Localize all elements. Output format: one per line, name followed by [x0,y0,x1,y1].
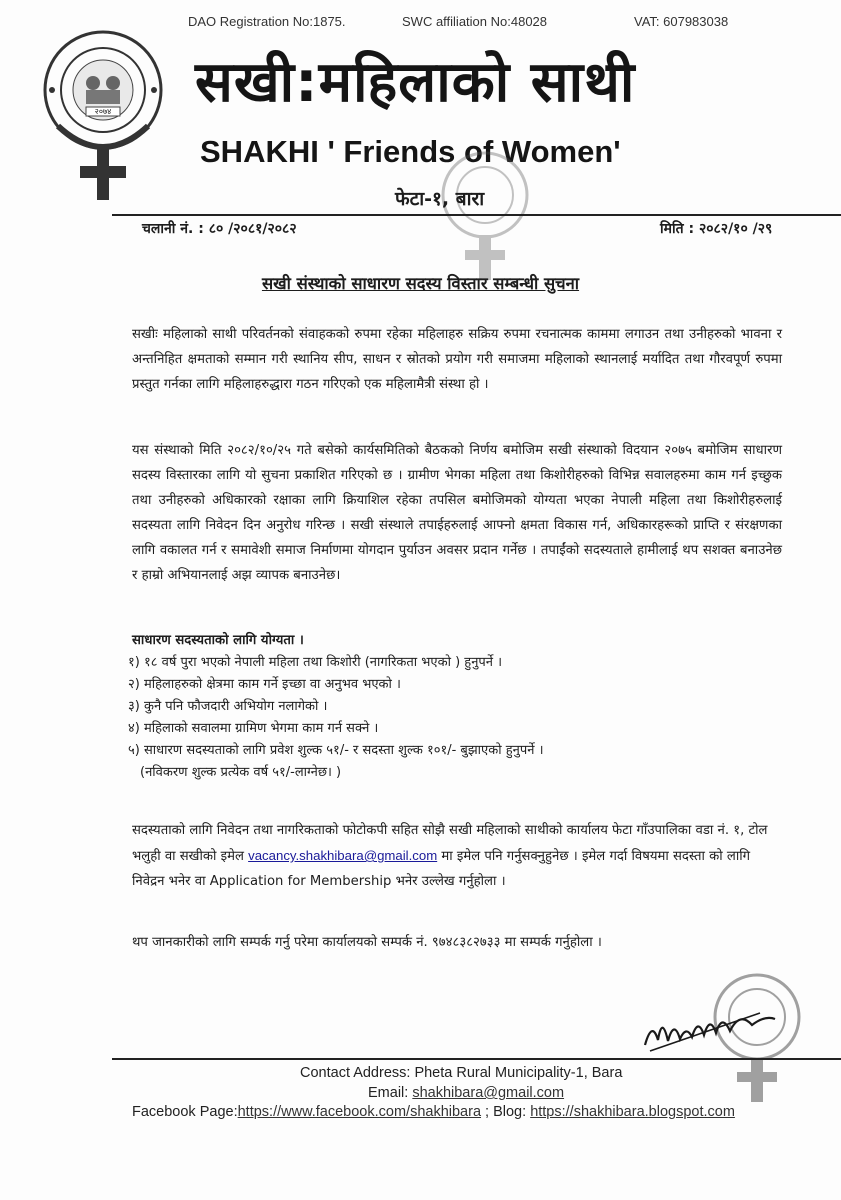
eligibility-item: २) महिलाहरुको क्षेत्रमा काम गर्ने इच्छा वा अनुभव भएको । [128,677,401,692]
organization-location: फेटा-१, बारा [395,188,485,210]
application-paragraph [132,818,782,894]
eligibility-item: ५) साधारण सदस्यताको लागि प्रवेश शुल्क ५१/- र सदस्ता शुल्क १०१/- बुझाएको हुनुपर्ने । [128,743,544,758]
footer-email-line [368,1085,564,1101]
organization-title-english: SHAKHI ' Friends of Women' [200,134,621,169]
organization-title-nepali: सखी:महिलाको साथी [195,50,636,115]
contact-line: थप जानकारीको लागि सम्पर्क गर्नु परेमा कार्यालयको सम्पर्क नं. ९७४८३८२७३३ मा सम्पर्क गर्नुहोला । [132,935,602,950]
signature-mark [640,1005,780,1055]
notice-heading [0,271,841,294]
notice-heading-text: सखी संस्थाको साधारण सदस्य विस्तार सम्बन्धी सुचना [261,274,580,293]
eligibility-item: ३) कुनै पनि फौजदारी अभियोग नलागेको । [128,699,328,714]
footer-email-link[interactable]: shakhibara@gmail.com [412,1085,565,1101]
application-text-continued: मा इमेल पनि गर्नुसक्नुहुनेछ । इमेल गर्दा विषयमा सदस्ता को लागि निवेद्रन भनेर वा Application for Membership भनेर उल्लेख गर्नुहोला । [132,849,751,889]
blog-link[interactable]: https://shakhibara.blogspot.com [530,1104,735,1120]
facebook-label: Facebook Page: [132,1104,238,1120]
watermark-seal-icon [430,150,540,290]
facebook-link[interactable]: https://www.facebook.com/shakhibara [237,1104,482,1120]
issue-date: मिति : २०८२/१० /२९ [660,221,773,237]
eligibility-item: १) १८ वर्ष पुरा भएको नेपाली महिला तथा किशोरी (नागरिकता भएको ) हुनुपर्ने । [128,655,503,670]
footer-email-label: Email: [368,1085,409,1101]
vacancy-email-link[interactable]: vacancy.shakhibara@gmail.com [248,848,438,863]
organization-seal-icon [38,28,168,218]
eligibility-item-note: (नविकरण शुल्क प्रत्येक वर्ष ५१/-लाग्नेछ। ) [140,765,342,780]
eligibility-title: साधारण सदस्यताको लागि योग्यता । [132,633,304,648]
application-text: सदस्यताको लागि निवेदन तथा नागरिकताको फोटोकपी सहित सोझै सखी महिलाको साथीको कार्यालय फेटा गाँउपालिका वडा नं. १, टोल भलुही वा सखीको इमेल [132,823,768,864]
footer-social-line [132,1104,735,1120]
blog-label: ; Blog: [485,1104,527,1120]
vat-number: VAT: 607983038 [634,14,729,29]
header-divider [112,214,841,216]
reference-number: चलानी नं. : ८० /२०८१/२०८२ [142,221,297,237]
footer-divider [112,1058,841,1060]
intro-paragraph: सखीः महिलाको साथी परिवर्तनको संवाहकको रुपमा रहेका महिलाहरु सक्रिय रुपमा रचनात्मक काममा लगाउन तथा उनीहरुको भावना र अन्तनिहित क्षमताको सम्मान गरी स्थानिय सीप, साधन र स्रोतको प्रयोग गरी समाजमा महिलाको स्थानलाई मर्यादित तथा गौरवपूर्ण रुपमा प्रस्तुत गर्नका लागि महिलाहरुद्धारा गठन गरिएको एक महिलामैत्री संस्था हो । [132,327,782,392]
eligibility-item: ४) महिलाको सवालमा ग्रामिण भेगमा काम गर्न सक्ने । [128,721,379,736]
seal-year: २०७४ [94,107,112,116]
eligibility-list [128,652,808,784]
dao-registration: DAO Registration No:1875. [188,14,346,29]
footer-address: Contact Address: Pheta Rural Municipality-1, Bara [300,1065,623,1081]
decision-paragraph: यस संस्थाको मिति २०८२/१०/२५ गते बसेको कार्यसमितिको बैठकको निर्णय बमोजिम सखी संस्थाको विदयान २०७५ बमोजिम साधारण सदस्य विस्तारका लागि यो सुचना प्रकाशित गरिएको छ । ग्रामीण भेगका महिला तथा किशोरीहरुको विभिन्न सवालहरुमा काम गर्न इच्छुक तथा उनीहरुको अधिकारको रक्षाका लागि क्रियाशिल रहेका तपसिल बमोजिमको योग्यता भएका नेपाली महिला तथा किशोरीहरुलाई सदस्यता लागि निवेदन दिन अनुरोध गरिन्छ । सखी संस्थाले तपाईहरुलाई आफ्नो क्षमता विकास गर्न, अधिकारहरूको प्राप्ति र संरक्षणका लागि वकालत गर्न र समावेशी समाज निर्माणमा योगदान पुर्याउन अवसर प्रदान गर्नेछ । तपाईंको सदस्यताले हामीलाई थप सशक्त बनाउनेछ र हाम्रो अभियानलाई अझ व्यापक बनाउनेछ। [132,443,782,583]
swc-affiliation: SWC affiliation No:48028 [402,14,548,29]
